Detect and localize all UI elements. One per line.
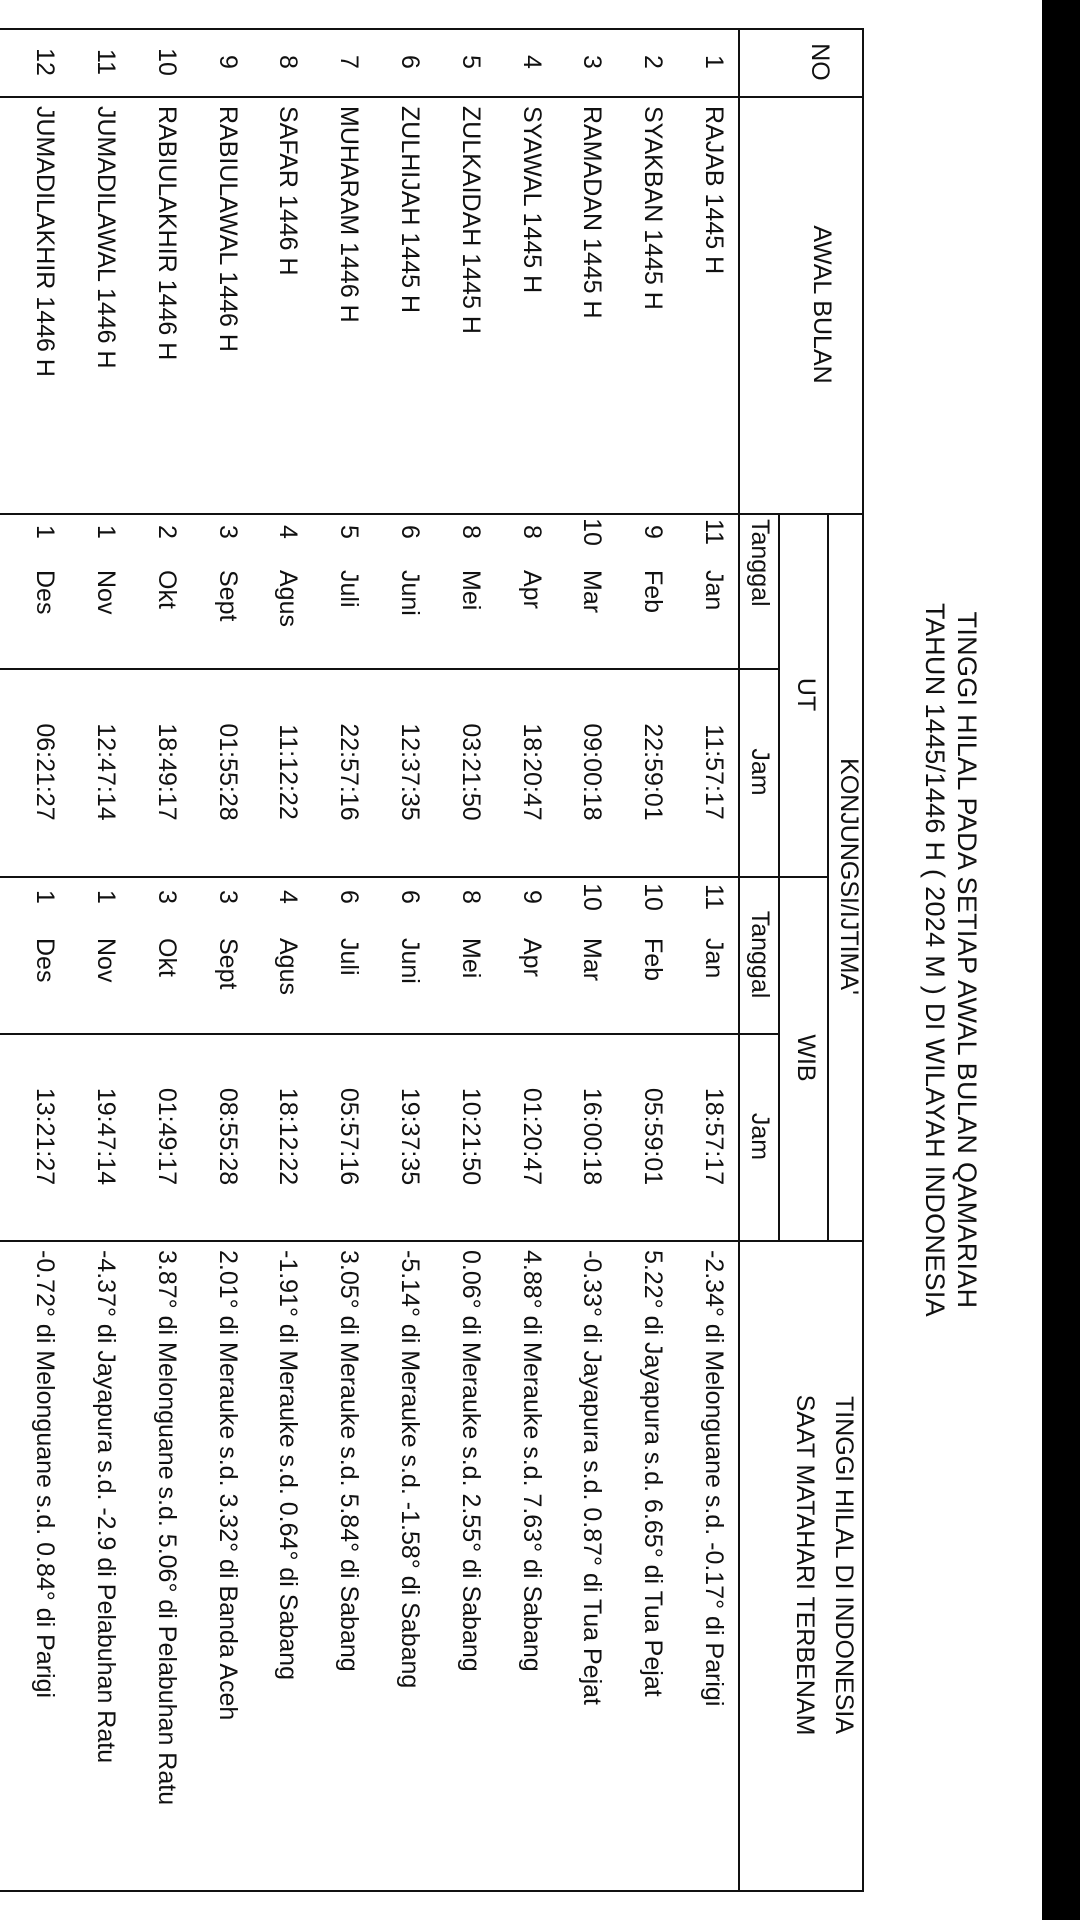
cell-tinggi-hilal: 5.22° di Jayapura s.d. 6.65° di Tua Pejat <box>639 1250 668 1697</box>
cell-no: 7 <box>335 55 364 69</box>
cell-ut-jam: 12:37:35 <box>396 723 424 821</box>
cell-ut-month: Okt <box>152 570 181 609</box>
cell-wib-jam: 05:59:01 <box>639 1087 668 1186</box>
cell-ut-day: 8 <box>456 525 485 539</box>
header-wib-tanggal: Tanggal <box>746 910 774 999</box>
col-divider-bulan <box>0 513 864 515</box>
cell-ut-jam: 09:00:18 <box>578 723 607 821</box>
cell-no: 4 <box>517 55 546 69</box>
cell-wib-day: 10 <box>578 883 607 911</box>
header-tinggi-line-1: TINGGI HILAL DI INDONESIA <box>830 1395 858 1735</box>
cell-ut-day: 10 <box>578 518 607 546</box>
header-no: NO <box>806 43 834 81</box>
header-ut-jam: Jam <box>746 748 774 796</box>
cell-tinggi-hilal: -0.33° di Jayapura s.d. 0.87° di Tua Pejat <box>578 1250 607 1705</box>
cell-ut-jam: 22:59:01 <box>639 723 668 821</box>
cell-wib-jam: 01:49:17 <box>152 1087 181 1186</box>
cell-wib-day: 11 <box>700 884 728 910</box>
title-line-2: TAHUN 1445/1446 H ( 2024 M ) DI WILAYAH INDONESIA <box>920 603 950 1317</box>
cell-ut-day: 4 <box>274 525 303 539</box>
cell-tinggi-hilal: -4.37° di Jayapura s.d. -2.9 di Pelabuhan Ratu <box>92 1250 120 1764</box>
cell-wib-jam: 10:21:50 <box>456 1087 485 1186</box>
cell-ut-jam: 11:12:22 <box>274 724 303 820</box>
header-wib-jam: Jam <box>746 1112 774 1161</box>
table-border-left <box>0 28 864 30</box>
cell-ut-month: Mei <box>456 570 485 611</box>
cell-ut-day: 1 <box>92 525 120 539</box>
cell-wib-day: 3 <box>152 890 181 904</box>
cell-ut-jam: 18:49:17 <box>152 723 181 821</box>
cell-wib-jam: 13:21:27 <box>31 1087 60 1186</box>
data-table <box>0 28 864 1892</box>
cell-no: 2 <box>639 55 668 69</box>
cell-ut-day: 3 <box>213 525 242 539</box>
cell-wib-month: Okt <box>152 938 181 977</box>
cell-wib-day: 3 <box>213 890 242 904</box>
cell-awal-bulan: SYAWAL 1445 H <box>517 106 546 294</box>
cell-ut-month: Des <box>31 570 60 615</box>
cell-wib-jam: 19:47:14 <box>92 1087 120 1186</box>
cell-no: 3 <box>578 55 607 69</box>
col-divider-konjungsi <box>0 1240 864 1242</box>
header-tinggi-line-2: SAAT MATAHARI TERBENAM <box>791 1394 819 1736</box>
cell-wib-day: 1 <box>31 890 60 904</box>
cell-wib-jam: 01:20:47 <box>517 1087 546 1186</box>
cell-no: 8 <box>274 55 303 69</box>
cell-wib-month: Juli <box>335 938 364 976</box>
cell-ut-month: Juli <box>335 570 364 608</box>
cell-ut-day: 2 <box>152 525 181 539</box>
cell-ut-month: Feb <box>639 570 668 614</box>
cell-no: 11 <box>92 49 120 75</box>
cell-awal-bulan: ZULKAIDAH 1445 H <box>456 106 485 334</box>
title-line-1: TINGGI HILAL PADA SETIAP AWAL BULAN QAMARIAH <box>952 611 982 1309</box>
cell-ut-day: 5 <box>335 525 364 539</box>
cell-ut-month: Apr <box>517 570 546 609</box>
cell-ut-month: Mar <box>578 570 607 614</box>
cell-awal-bulan: JUMADILAKHIR 1446 H <box>31 106 60 377</box>
cell-wib-day: 6 <box>335 890 364 904</box>
cell-awal-bulan: RAJAB 1445 H <box>700 106 728 275</box>
cell-wib-day: 10 <box>639 883 668 911</box>
cell-tinggi-hilal: 0.06° di Merauke s.d. 2.55° di Sabang <box>456 1250 485 1672</box>
cell-awal-bulan: MUHARAM 1446 H <box>335 106 364 323</box>
col-divider-no <box>0 96 864 98</box>
header-ut-tanggal: Tanggal <box>746 519 774 607</box>
header-ut: UT <box>792 677 820 712</box>
cell-no: 10 <box>152 48 181 76</box>
cell-wib-jam: 19:37:35 <box>396 1087 424 1186</box>
cell-ut-month: Juni <box>396 570 424 616</box>
cell-ut-jam: 11:57:17 <box>700 724 728 820</box>
cell-ut-day: 6 <box>396 525 424 539</box>
cell-awal-bulan: ZULHIJAH 1445 H <box>396 106 424 314</box>
table-border-right <box>0 1890 864 1892</box>
cell-tinggi-hilal: 4.88° di Merauke s.d. 7.63° di Sabang <box>517 1250 546 1672</box>
cell-ut-jam: 18:20:47 <box>517 723 546 821</box>
cell-wib-day: 6 <box>396 890 424 904</box>
cell-no: 5 <box>456 55 485 69</box>
cell-awal-bulan: SYAKBAN 1445 H <box>639 106 668 310</box>
cell-tinggi-hilal: -5.14° di Merauke s.d. -1.58° di Sabang <box>396 1250 424 1689</box>
cell-ut-day: 8 <box>517 525 546 539</box>
cell-no: 12 <box>31 48 60 76</box>
cell-awal-bulan: JUMADILAWAL 1446 H <box>92 106 120 369</box>
cell-wib-month: Jan <box>700 938 728 979</box>
cell-ut-jam: 03:21:50 <box>456 723 485 821</box>
header-awal-bulan: AWAL BULAN <box>808 225 836 384</box>
cell-awal-bulan: SAFAR 1446 H <box>274 106 303 276</box>
cell-awal-bulan: RAMADAN 1445 H <box>578 106 607 319</box>
cell-ut-month: Sept <box>213 570 242 622</box>
cell-wib-month: Juni <box>396 938 424 984</box>
cell-wib-jam: 08:55:28 <box>213 1087 242 1186</box>
cell-wib-month: Nov <box>92 938 120 983</box>
cell-wib-month: Sept <box>213 938 242 990</box>
cell-ut-month: Nov <box>92 570 120 615</box>
cell-tinggi-hilal: -0.72° di Melonguane s.d. 0.84° di Parigi <box>31 1250 60 1699</box>
cell-wib-day: 4 <box>274 890 303 904</box>
cell-tinggi-hilal: -2.34° di Melonguane s.d. -0.17° di Parigi <box>700 1250 728 1707</box>
cell-ut-jam: 06:21:27 <box>31 723 60 821</box>
cell-tinggi-hilal: 3.05° di Merauke s.d. 5.84° di Sabang <box>335 1250 364 1672</box>
cell-wib-month: Des <box>31 938 60 983</box>
cell-ut-day: 1 <box>31 525 60 539</box>
cell-wib-jam: 05:57:16 <box>335 1087 364 1186</box>
cell-wib-day: 8 <box>456 890 485 904</box>
cell-ut-jam: 12:47:14 <box>92 723 120 821</box>
cell-ut-day: 11 <box>700 519 728 545</box>
header-wib: WIB <box>792 1034 820 1082</box>
cell-no: 1 <box>700 55 728 69</box>
cell-wib-month: Feb <box>639 938 668 982</box>
cell-wib-jam: 16:00:18 <box>578 1087 607 1186</box>
cell-wib-month: Mei <box>456 938 485 979</box>
header-konjungsi: KONJUNGSI/IJTIMA' <box>835 758 863 995</box>
cell-wib-day: 1 <box>92 890 120 904</box>
cell-ut-jam: 01:55:28 <box>213 723 242 821</box>
cell-no: 9 <box>213 55 242 69</box>
cell-wib-month: Apr <box>517 938 546 977</box>
cell-ut-jam: 22:57:16 <box>335 723 364 821</box>
col-divider-ut-wib <box>0 876 829 878</box>
header-divider <box>738 28 740 1892</box>
cell-awal-bulan: RABIULAKHIR 1446 H <box>152 106 181 361</box>
cell-tinggi-hilal: 2.01° di Merauke s.d. 3.32° di Banda Aceh <box>213 1250 242 1721</box>
cell-no: 6 <box>396 55 424 69</box>
cell-awal-bulan: RABIULAWAL 1446 H <box>213 106 242 352</box>
cell-ut-month: Jan <box>700 570 728 611</box>
cell-ut-month: Agus <box>274 570 303 627</box>
cell-tinggi-hilal: -1.91° di Merauke s.d. 0.64° di Sabang <box>274 1250 303 1680</box>
cell-tinggi-hilal: 3.87° di Melonguane s.d. 5.06° di Pelabuhan Ratu <box>152 1250 181 1806</box>
cell-wib-jam: 18:57:17 <box>700 1087 728 1186</box>
cell-ut-day: 9 <box>639 525 668 539</box>
cell-wib-jam: 18:12:22 <box>274 1087 303 1186</box>
ut-wib-divider <box>778 513 780 1240</box>
cell-wib-month: Mar <box>578 938 607 982</box>
cell-wib-day: 9 <box>517 890 546 904</box>
cell-wib-month: Agus <box>274 938 303 995</box>
